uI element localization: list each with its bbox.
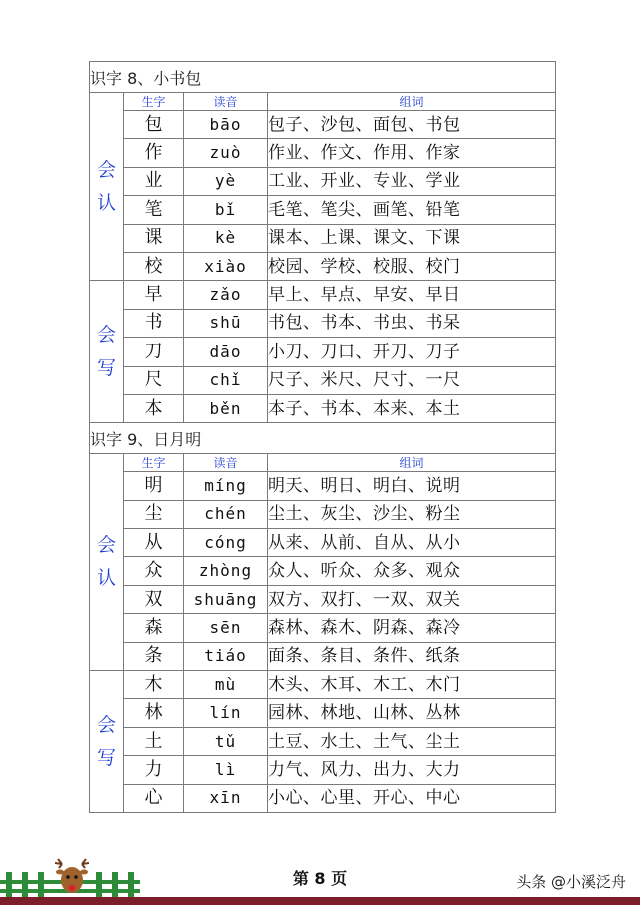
group-label-char: 会 [96, 323, 116, 346]
words-cell: 毛笔、笔尖、画笔、铅笔 [268, 196, 556, 224]
pinyin-cell: běn [184, 394, 268, 422]
vocabulary-table-body [90, 62, 556, 813]
pinyin-cell: bǐ [184, 196, 268, 224]
table-row [90, 642, 556, 670]
pinyin-cell: xiào [184, 252, 268, 280]
character-cell: 本 [124, 394, 184, 422]
words-cell: 包子、沙包、面包、书包 [268, 111, 556, 139]
group-label-char: 写 [96, 746, 116, 769]
character-cell: 木 [124, 671, 184, 699]
words-cell: 课本、上课、课文、下课 [268, 224, 556, 252]
pinyin-cell: lì [184, 756, 268, 784]
pinyin-cell: chǐ [184, 366, 268, 394]
words-cell: 森林、森木、阴森、森冷 [268, 614, 556, 642]
pinyin-cell: yè [184, 167, 268, 195]
table-row [90, 671, 556, 699]
table-row [90, 139, 556, 167]
header-words: 组词 [268, 93, 556, 111]
table-row [90, 472, 556, 500]
group-label-char: 认 [96, 191, 116, 214]
table-row [90, 366, 556, 394]
character-cell: 尺 [124, 366, 184, 394]
group-label-char: 会 [96, 713, 116, 736]
words-cell: 众人、听众、众多、观众 [268, 557, 556, 585]
words-cell: 书包、书本、书虫、书呆 [268, 309, 556, 337]
words-cell: 本子、书本、本来、本土 [268, 394, 556, 422]
table-row [90, 224, 556, 252]
words-cell: 作业、作文、作用、作家 [268, 139, 556, 167]
group-label-char: 会 [96, 158, 116, 181]
words-cell: 土豆、水土、土气、尘土 [268, 727, 556, 755]
table-row [90, 585, 556, 613]
header-pinyin: 读音 [184, 454, 268, 472]
pinyin-cell: kè [184, 224, 268, 252]
table-row [90, 784, 556, 812]
section-title: 识字 9、日月明 [90, 423, 556, 454]
watermark: 头条 @小溪泛舟 [516, 873, 626, 891]
character-cell: 刀 [124, 338, 184, 366]
words-cell: 早上、早点、早安、早日 [268, 281, 556, 309]
words-cell: 面条、条目、条件、纸条 [268, 642, 556, 670]
character-cell: 条 [124, 642, 184, 670]
table-row [90, 614, 556, 642]
words-cell: 明天、明日、明白、说明 [268, 472, 556, 500]
group-label [90, 281, 124, 423]
table-row [90, 394, 556, 422]
character-cell: 包 [124, 111, 184, 139]
table-row [90, 281, 556, 309]
vocabulary-table [89, 61, 556, 813]
character-cell: 双 [124, 585, 184, 613]
character-cell: 笔 [124, 196, 184, 224]
header-row [90, 454, 556, 472]
table-row [90, 529, 556, 557]
character-cell: 早 [124, 281, 184, 309]
group-label [90, 671, 124, 813]
table-row [90, 196, 556, 224]
words-cell: 工业、开业、专业、学业 [268, 167, 556, 195]
table-row [90, 699, 556, 727]
pinyin-cell: dāo [184, 338, 268, 366]
pinyin-cell: zǎo [184, 281, 268, 309]
bottom-band [0, 897, 640, 905]
table-row [90, 756, 556, 784]
pinyin-cell: shū [184, 309, 268, 337]
section-title: 识字 8、小书包 [90, 62, 556, 93]
character-cell: 作 [124, 139, 184, 167]
words-cell: 力气、风力、出力、大力 [268, 756, 556, 784]
pinyin-cell: lín [184, 699, 268, 727]
table-row [90, 167, 556, 195]
words-cell: 校园、学校、校服、校门 [268, 252, 556, 280]
pinyin-cell: sēn [184, 614, 268, 642]
table-row [90, 252, 556, 280]
character-cell: 心 [124, 784, 184, 812]
pinyin-cell: zuò [184, 139, 268, 167]
character-cell: 业 [124, 167, 184, 195]
table-row [90, 338, 556, 366]
table-row [90, 111, 556, 139]
character-cell: 林 [124, 699, 184, 727]
character-cell: 明 [124, 472, 184, 500]
character-cell: 书 [124, 309, 184, 337]
header-char: 生字 [124, 93, 184, 111]
pinyin-cell: chén [184, 500, 268, 528]
character-cell: 森 [124, 614, 184, 642]
group-label [90, 454, 124, 671]
table-row [90, 309, 556, 337]
header-pinyin: 读音 [184, 93, 268, 111]
words-cell: 小刀、刀口、开刀、刀子 [268, 338, 556, 366]
words-cell: 尺子、米尺、尺寸、一尺 [268, 366, 556, 394]
character-cell: 校 [124, 252, 184, 280]
pinyin-cell: xīn [184, 784, 268, 812]
words-cell: 尘土、灰尘、沙尘、粉尘 [268, 500, 556, 528]
words-cell: 木头、木耳、木工、木门 [268, 671, 556, 699]
group-label-char: 会 [96, 534, 116, 557]
page-number: 第 8 页 [292, 869, 348, 888]
words-cell: 小心、心里、开心、中心 [268, 784, 556, 812]
section-title-row [90, 423, 556, 454]
pinyin-cell: mù [184, 671, 268, 699]
header-char: 生字 [124, 454, 184, 472]
words-cell: 从来、从前、自从、从小 [268, 529, 556, 557]
group-label-char: 写 [96, 356, 116, 379]
character-cell: 土 [124, 727, 184, 755]
pinyin-cell: tǔ [184, 727, 268, 755]
character-cell: 课 [124, 224, 184, 252]
pinyin-cell: zhòng [184, 557, 268, 585]
section-title-row [90, 62, 556, 93]
header-row [90, 93, 556, 111]
pinyin-cell: míng [184, 472, 268, 500]
group-label-char: 认 [96, 567, 116, 590]
character-cell: 从 [124, 529, 184, 557]
pinyin-cell: cóng [184, 529, 268, 557]
character-cell: 尘 [124, 500, 184, 528]
table-row [90, 500, 556, 528]
header-words: 组词 [268, 454, 556, 472]
words-cell: 园林、林地、山林、丛林 [268, 699, 556, 727]
words-cell: 双方、双打、一双、双关 [268, 585, 556, 613]
table-row [90, 727, 556, 755]
table-row [90, 557, 556, 585]
group-label [90, 93, 124, 281]
character-cell: 众 [124, 557, 184, 585]
pinyin-cell: tiáo [184, 642, 268, 670]
pinyin-cell: bāo [184, 111, 268, 139]
pinyin-cell: shuāng [184, 585, 268, 613]
character-cell: 力 [124, 756, 184, 784]
